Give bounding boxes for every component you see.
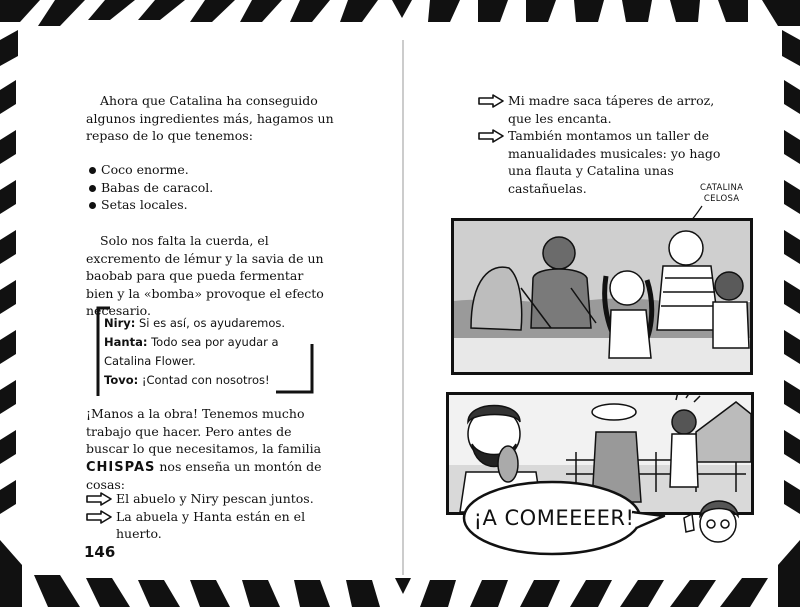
comic-panel-beach [451,218,753,375]
work-paragraph: ¡Manos a la obra! Tenemos mucho trabajo que hacer. Pero antes de buscar lo que necesitamos, la familia CHISPAS nos enseña un montón de cosas: [86,406,322,492]
activity-list-right [478,92,730,197]
list-item: Babas de caracol. [88,179,328,197]
list-item: También montamos un taller de manualidades musicales: yo hago una flauta y Catalina unas castañuelas. [478,127,730,197]
ingredient-list [88,161,328,214]
arrow-right-icon [86,492,112,506]
dialog-box [104,314,314,392]
list-item: Coco enorme. [88,161,328,179]
arrow-right-icon [478,94,504,108]
family-name: CHISPAS [86,459,156,475]
dialog-line: Hanta: Todo sea por ayudar a Catalina Flower. [104,335,279,368]
caption-label: CATALINA CELOSA [700,183,744,204]
activity-list-left [86,490,336,543]
list-item: Mi madre saca táperes de arroz, que les encanta. [478,92,730,127]
dialog-line: Tovo: ¡Contad con nosotros! [104,373,270,387]
arrow-right-icon [478,129,504,143]
missing-text: Solo nos falta la cuerda, el excremento de lémur y la savia de un baobab para que pueda fermentar bien y la «bomba» provoque el efecto necesario. [86,233,324,318]
page-number: 146 [84,543,116,561]
list-item: El abuelo y Niry pescan juntos. [86,490,336,508]
intro-text: Ahora que Catalina ha conseguido algunos ingredientes más, hagamos un repaso de lo que tenemos: [86,93,334,143]
list-item: La abuela y Hanta están en el huerto. [86,508,336,543]
speech-text: ¡A COMEEEER! [473,506,635,530]
arrow-right-icon [86,510,112,524]
intro-paragraph [86,92,334,145]
dialog-line: Niry: Si es así, os ayudaremos. [104,316,286,330]
list-item: Setas locales. [88,196,328,214]
